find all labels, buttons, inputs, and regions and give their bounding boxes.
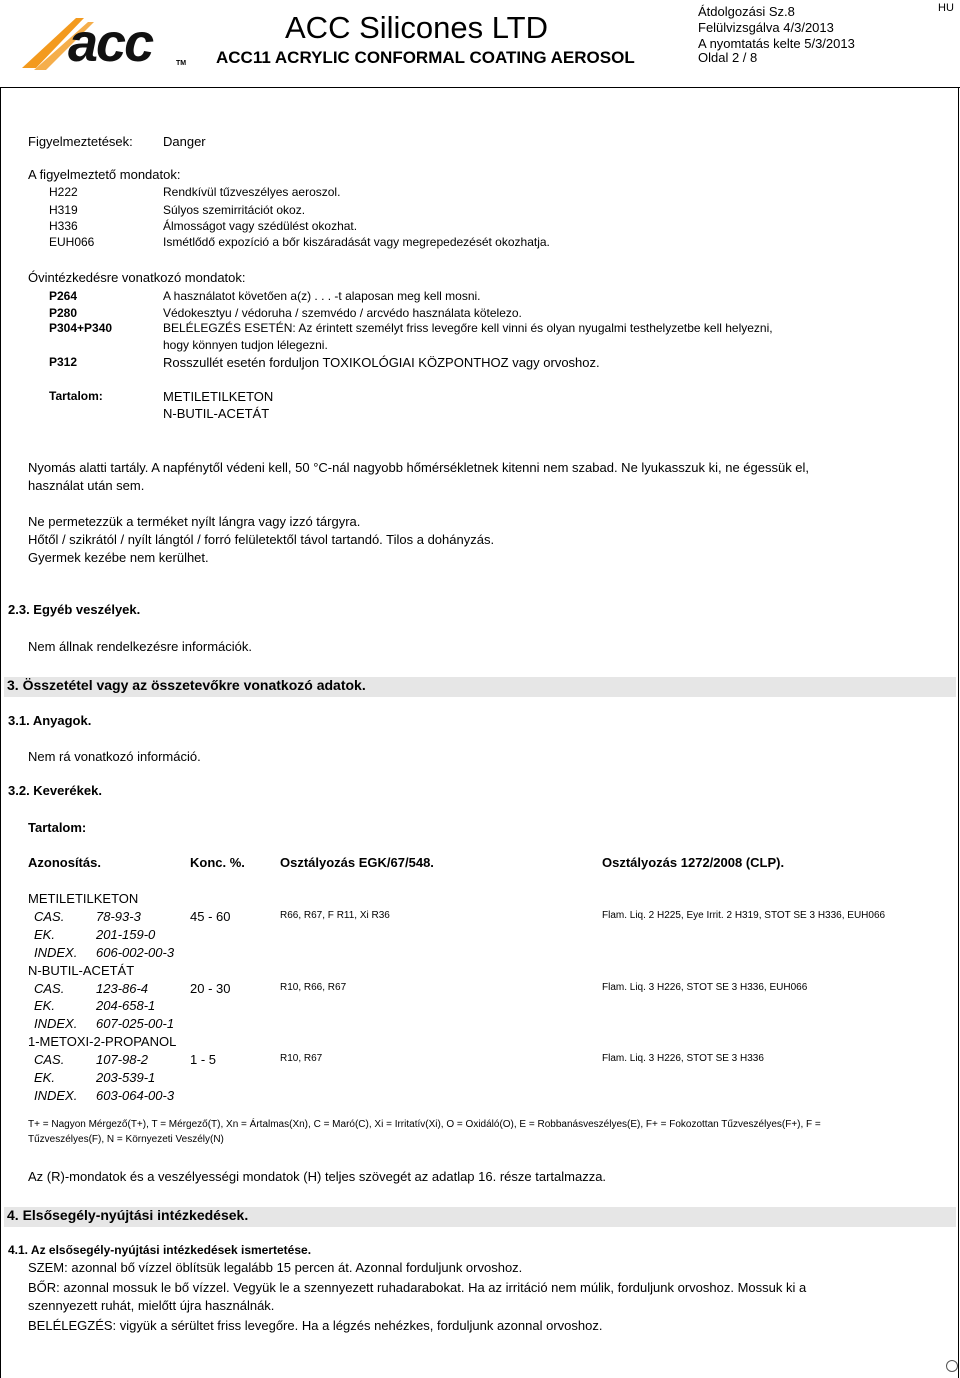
- substance-egk: R10, R67: [280, 1053, 323, 1064]
- hazard-title: A figyelmeztető mondatok:: [28, 167, 181, 182]
- substance-id-key: CAS.: [34, 1052, 65, 1067]
- substance-id-key: EK.: [34, 1070, 55, 1085]
- hazard-code: EUH066: [49, 235, 95, 249]
- hazard-text: Álmosságot vagy szédülést okozhat.: [163, 219, 358, 233]
- note-line: használat után sem.: [28, 478, 145, 493]
- column-header-concentration: Konc. %.: [190, 855, 245, 870]
- hazard-text: Ismétlődő expozíció a bőr kiszáradását vagy megrepedezését okozhatja.: [163, 235, 550, 249]
- contents-item: N-BUTIL-ACETÁT: [163, 406, 270, 421]
- section-3-1-title: 3.1. Anyagok.: [8, 713, 92, 728]
- note-line: Gyermek kezébe nem kerülhet.: [28, 550, 209, 565]
- section-4-title: 4. Elsősegély-nyújtási intézkedések.: [7, 1207, 249, 1223]
- page-number: Oldal 2 / 8: [698, 50, 758, 65]
- print-date: A nyomtatás kelte 5/3/2013: [698, 36, 855, 51]
- precaution-code: P280: [49, 306, 78, 320]
- substance-egk: R10, R66, R67: [280, 982, 347, 993]
- precaution-code: P264: [49, 289, 78, 303]
- substance-name: N-BUTIL-ACETÁT: [28, 963, 135, 978]
- column-header-identification: Azonosítás.: [28, 855, 101, 870]
- substance-clp: Flam. Liq. 3 H226, STOT SE 3 H336, EUH066: [602, 982, 808, 993]
- classification-legend: Tűzveszélyes(F), N = Környezeti Veszély(N): [28, 1134, 224, 1145]
- section-3-1-text: Nem rá vonatkozó információ.: [28, 749, 201, 764]
- precaution-text: Rosszullét esetén forduljon TOXIKOLÓGIAI KÖZPONTHOZ vagy orvoshoz.: [163, 355, 600, 370]
- note-line: Hőtől / szikrától / nyílt lángtól / forró felületektől távol tartandó. Tilos a dohányzás.: [28, 532, 495, 547]
- first-aid-line: szennyezett ruhát, mielőtt újra használnák.: [28, 1298, 275, 1313]
- hazard-text: Súlyos szemirritációt okoz.: [163, 203, 306, 217]
- substance-id-key: EK.: [34, 927, 55, 942]
- hazard-code: H222: [49, 185, 78, 199]
- company-logo: [14, 8, 214, 78]
- substance-concentration: 45 - 60: [190, 909, 231, 924]
- substance-concentration: 20 - 30: [190, 981, 231, 996]
- page-border-left: [0, 87, 1, 1378]
- warnings-label: Figyelmeztetések:: [28, 134, 133, 149]
- substance-id-key: INDEX.: [34, 1016, 78, 1031]
- substance-id-value: 78-93-3: [96, 909, 141, 924]
- company-name: ACC Silicones LTD: [285, 10, 549, 45]
- hazard-code: H336: [49, 219, 78, 233]
- fulltext-note: Az (R)-mondatok és a veszélyességi mondatok (H) teljes szövegét az adatlap 16. része tartalmazza.: [28, 1169, 607, 1184]
- section-3-2-title: 3.2. Keverékek.: [8, 783, 102, 798]
- substance-name: METILETILKETON: [28, 891, 139, 906]
- page-border-right: [958, 87, 959, 1378]
- substance-id-key: INDEX.: [34, 945, 78, 960]
- first-aid-line: SZEM: azonnal bő vízzel öblítsük legalább 15 percen át. Azonnal forduljunk orvoshoz.: [28, 1260, 523, 1275]
- substance-id-value: 201-159-0: [96, 927, 156, 942]
- section-3-title: 3. Összetétel vagy az összetevőkre vonatkozó adatok.: [7, 677, 366, 693]
- hazard-text: Rendkívül tűzveszélyes aeroszol.: [163, 185, 341, 199]
- note-line: Ne permetezzük a terméket nyílt lángra vagy izzó tárgyra.: [28, 514, 361, 529]
- substance-name: 1-METOXI-2-PROPANOL: [28, 1034, 177, 1049]
- precaution-code: P304+P340: [49, 321, 113, 335]
- logo-text: acc: [68, 13, 153, 73]
- section-2-3-title: 2.3. Egyéb veszélyek.: [8, 602, 141, 617]
- column-header-egk: Osztályozás EGK/67/548.: [280, 855, 434, 870]
- substance-id-key: INDEX.: [34, 1088, 78, 1103]
- substance-id-value: 603-064-00-3: [96, 1088, 175, 1103]
- precaution-text: A használatot követően a(z) . . . -t alaposan meg kell mosni.: [163, 289, 481, 303]
- substance-id-key: CAS.: [34, 981, 65, 996]
- section-4-bar: [4, 1207, 956, 1227]
- precaution-code: P312: [49, 355, 78, 369]
- substance-id-key: CAS.: [34, 909, 65, 924]
- section-3-bar: [4, 677, 956, 697]
- substance-id-key: EK.: [34, 998, 55, 1013]
- note-line: Nyomás alatti tartály. A napfénytől védeni kell, 50 °C-nál nagyobb hőmérsékletnek kitenni nem szabad. Ne lyukasszuk ki, ne égessük el,: [28, 460, 810, 475]
- warnings-value: Danger: [163, 134, 206, 149]
- substance-id-value: 607-025-00-1: [96, 1016, 175, 1031]
- language-code: HU: [938, 2, 954, 14]
- precaution-title: Óvintézkedésre vonatkozó mondatok:: [28, 270, 246, 285]
- substance-concentration: 1 - 5: [190, 1052, 217, 1067]
- hazard-code: H319: [49, 203, 78, 217]
- substance-id-value: 203-539-1: [96, 1070, 156, 1085]
- substance-id-value: 204-658-1: [96, 998, 156, 1013]
- substance-clp: Flam. Liq. 3 H226, STOT SE 3 H336: [602, 1053, 764, 1064]
- precaution-text: hogy könnyen tudjon lélegezni.: [163, 338, 328, 352]
- column-header-clp: Osztályozás 1272/2008 (CLP).: [602, 855, 785, 870]
- substance-id-value: 107-98-2: [96, 1052, 149, 1067]
- contents-item: METILETILKETON: [163, 389, 274, 404]
- substance-egk: R66, R67, F R11, Xi R36: [280, 910, 390, 921]
- section-4-1-title: 4.1. Az elsősegély-nyújtási intézkedések ismertetése.: [8, 1243, 312, 1257]
- precaution-text: BELÉLEGZÉS ESETÉN: Az érintett személyt friss levegőre kell vinni és olyan nyugalmi testhelyzetbe kell helyezni,: [163, 321, 773, 335]
- mixture-contents-label: Tartalom:: [28, 820, 87, 835]
- corner-mark-icon: [946, 1360, 958, 1372]
- substance-id-value: 123-86-4: [96, 981, 149, 996]
- first-aid-line: BŐR: azonnal mossuk le bő vízzel. Vegyük le a szennyezett ruhadarabokat. Ha az irritáció nem múlik, forduljunk orvoshoz. Mossuk ki a: [28, 1280, 807, 1295]
- header-rule: [0, 87, 960, 88]
- precaution-text: Védokesztyu / védoruha / szemvédo / arcvédo használata kötelezo.: [163, 306, 522, 320]
- substance-clp: Flam. Liq. 2 H225, Eye Irrit. 2 H319, STOT SE 3 H336, EUH066: [602, 910, 886, 921]
- classification-legend: T+ = Nagyon Mérgező(T+), T = Mérgező(T), Xn = Ártalmas(Xn), C = Maró(C), Xi = Irritatív(Xi), O = Oxidáló(O), E = Robbanásveszélyes(E), F+ = Fokozottan Tűzveszélyes(F+), F =: [28, 1119, 821, 1130]
- substance-id-value: 606-002-00-3: [96, 945, 175, 960]
- first-aid-line: BELÉLEGZÉS: vigyük a sérültet friss levegőre. Ha a légzés nehézkes, forduljunk azonnal orvoshoz.: [28, 1318, 603, 1333]
- logo-tm: TM: [176, 60, 187, 67]
- product-name: ACC11 ACRYLIC CONFORMAL COATING AEROSOL: [216, 48, 635, 67]
- revision-number: Átdolgozási Sz.8: [698, 4, 795, 19]
- contents-label: Tartalom:: [49, 389, 103, 403]
- section-2-3-text: Nem állnak rendelkezésre információk.: [28, 639, 252, 654]
- reviewed-date: Felülvizsgálva 4/3/2013: [698, 20, 834, 35]
